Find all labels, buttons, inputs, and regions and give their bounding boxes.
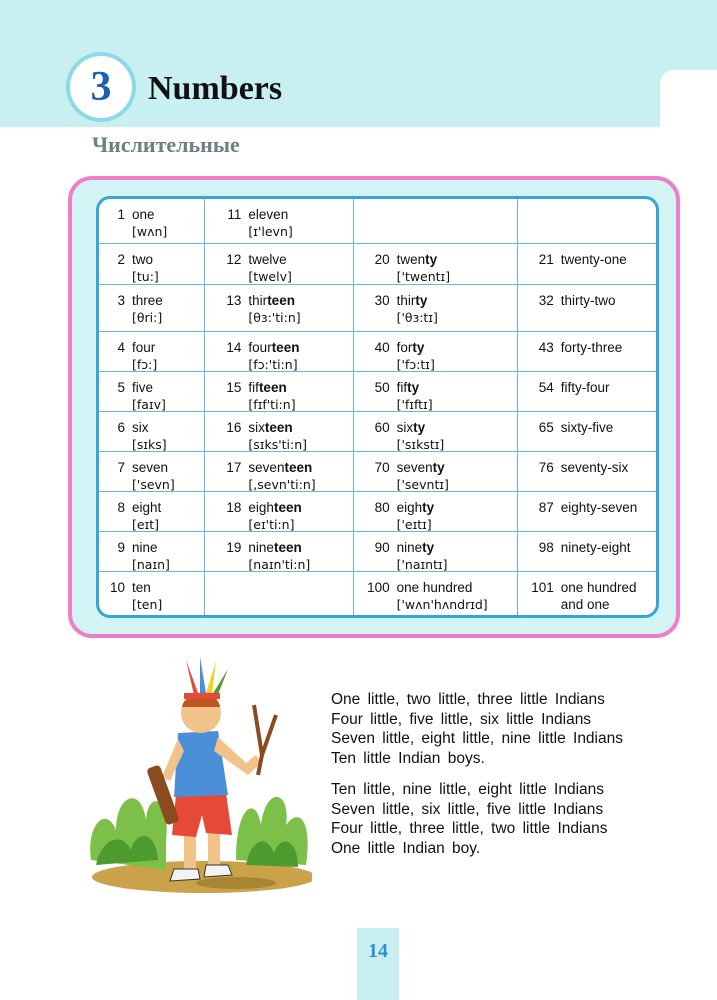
transcription: ['fɔ:tɪ] (396, 357, 435, 372)
number-word-suffix: teen (284, 460, 313, 475)
page-title: Numbers (148, 70, 283, 107)
table-cell (517, 572, 656, 619)
table-cell (517, 412, 656, 452)
number-word-suffix: ty (432, 460, 445, 475)
transcription: [fɔ:'ti:n] (248, 357, 298, 372)
transcription: ['θɜ:tɪ] (396, 310, 438, 325)
poem-line: Four little, three little, two little Indians (331, 820, 608, 837)
table-cell (353, 244, 517, 285)
number-word: twenty-one (560, 252, 627, 267)
page-number: 14 (368, 940, 388, 962)
number-word-stem: fif (248, 380, 259, 395)
transcription: ['sɪkstɪ] (396, 437, 445, 452)
table-cell (99, 532, 205, 572)
poem-line: One little Indian boy. (331, 839, 481, 857)
number-word (397, 380, 420, 395)
table-cell (205, 372, 353, 412)
number-word-suffix: teen (258, 380, 287, 395)
transcription: ['wʌn'hʌndrɪd] (396, 597, 488, 612)
poem (331, 690, 623, 870)
table-cell (99, 244, 205, 285)
number-word: fifty-four (560, 380, 610, 395)
number-word (397, 340, 425, 355)
number-word-stem: seven (248, 460, 285, 475)
number-word: two (132, 252, 154, 267)
number-word (248, 460, 312, 475)
number-digit: 13 (226, 293, 242, 308)
number-word-stem: eigh (248, 500, 274, 515)
number-word-suffix: ty (415, 293, 428, 308)
number-word: nine (132, 540, 158, 555)
number-digit: 15 (226, 380, 242, 395)
table-cell (99, 332, 205, 372)
table-cell (205, 492, 353, 532)
transcription: [twelv] (248, 269, 292, 284)
table-cell (99, 285, 205, 332)
table-cell (517, 452, 656, 492)
number-word-stem: twen (396, 252, 426, 267)
table-cell (353, 492, 517, 532)
number-digit: 17 (226, 460, 242, 475)
number-digit: 9 (117, 540, 125, 555)
table-cell (353, 372, 517, 412)
number-word-stem: nine (396, 540, 423, 555)
table-cell (99, 412, 205, 452)
transcription: [fɪf'ti:n] (248, 397, 296, 412)
poem-line: Seven little, eight little, nine little Indians (331, 730, 623, 747)
table-cell (353, 285, 517, 332)
table-cell (99, 199, 205, 244)
number-word (248, 340, 299, 355)
transcription: ['naɪntɪ] (396, 557, 448, 572)
number-word-suffix: teen (273, 540, 302, 555)
number-word: ninety-eight (560, 540, 631, 555)
number-word (397, 540, 435, 555)
table-cell (99, 492, 205, 532)
number-word-suffix: teen (267, 293, 295, 308)
number-digit: 101 (531, 580, 554, 595)
table-row (99, 492, 656, 532)
number-digit: 21 (538, 252, 554, 267)
number-word-stem: six (396, 420, 414, 435)
page-number-tab (357, 928, 399, 1000)
table-cell (99, 372, 205, 412)
number-word: six (132, 420, 149, 435)
number-word-stem: seven (396, 460, 433, 475)
transcription: [,sevn'ti:n] (248, 477, 316, 492)
table-cell (205, 199, 353, 244)
number-digit: 16 (226, 420, 242, 435)
table-cell (99, 572, 205, 619)
number-word: one (132, 207, 155, 222)
table-cell (353, 412, 517, 452)
number-word-suffix: ty (422, 500, 435, 515)
number-word: sixty-five (560, 420, 614, 435)
number-word: seventy-six (560, 460, 629, 475)
table-row (99, 285, 656, 332)
number-digit: 98 (538, 540, 554, 555)
number-word (248, 293, 295, 308)
table-cell (517, 492, 656, 532)
number-word-suffix: ty (412, 340, 425, 355)
poem-line: Four little, five little, six little Indians (331, 710, 592, 728)
transcription: [naɪn] (132, 557, 170, 572)
number-word-stem: thir (396, 293, 416, 308)
number-digit: 70 (374, 460, 390, 475)
table-row (99, 452, 656, 492)
table-cell (205, 285, 353, 332)
number-digit: 3 (117, 293, 125, 308)
number-digit: 54 (538, 380, 554, 395)
numbers-table-container (96, 196, 659, 618)
number-digit: 90 (374, 540, 390, 555)
page-subtitle: Числительные (92, 132, 240, 157)
table-cell (99, 452, 205, 492)
number-word-stem: for (396, 340, 413, 355)
table-row (99, 199, 656, 244)
table-row (99, 372, 656, 412)
number-digit: 20 (374, 252, 390, 267)
table-row (99, 332, 656, 372)
transcription: [fɔ:] (132, 357, 158, 372)
number-digit: 50 (374, 380, 390, 395)
transcription: [wʌn] (132, 224, 168, 239)
transcription: [θɜ:'ti:n] (248, 310, 301, 325)
number-digit: 11 (227, 207, 242, 222)
table-cell (517, 532, 656, 572)
number-word (397, 252, 438, 267)
transcription: ['sevntɪ] (396, 477, 449, 492)
number-word-suffix: ty (413, 420, 426, 435)
number-digit: 8 (117, 500, 125, 515)
number-word-stem: thir (248, 293, 268, 308)
table-row (99, 244, 656, 285)
number-word: four (132, 340, 156, 355)
number-word-stem: four (248, 340, 272, 355)
number-digit: 80 (374, 500, 390, 515)
transcription: [eɪt] (132, 517, 159, 532)
number-word: seven (132, 460, 169, 475)
table-cell (353, 199, 517, 244)
transcription: ['twentɪ] (396, 269, 451, 284)
number-word (248, 380, 286, 395)
boy-with-slingshot-illustration (86, 655, 312, 895)
number-word-suffix: teen (273, 500, 302, 515)
number-word: eight (132, 500, 162, 515)
table-cell (205, 332, 353, 372)
number-word (397, 460, 445, 475)
number-word (248, 540, 301, 555)
number-word (397, 500, 435, 515)
lesson-number: 3 (75, 61, 127, 113)
table-cell (353, 452, 517, 492)
number-digit: 65 (538, 420, 554, 435)
number-digit: 32 (538, 293, 554, 308)
table-cell (353, 572, 517, 619)
table-cell (205, 532, 353, 572)
table-cell (205, 244, 353, 285)
number-digit: 87 (538, 500, 554, 515)
number-word-suffix: ty (425, 252, 438, 267)
table-cell (205, 452, 353, 492)
number-digit: 76 (538, 460, 554, 475)
number-word: one hundred (560, 580, 637, 595)
number-digit: 43 (538, 340, 554, 355)
number-digit: 100 (367, 580, 390, 595)
table-cell (205, 412, 353, 452)
number-word: and one (560, 597, 610, 612)
poem-line: One little, two little, three little Indians (331, 691, 605, 708)
transcription: [tu:] (132, 269, 159, 284)
number-digit: 1 (117, 207, 125, 222)
number-digit: 40 (374, 340, 390, 355)
table-row (99, 532, 656, 572)
transcription: [sɪks'ti:n] (248, 437, 308, 452)
number-word-suffix: teen (271, 340, 300, 355)
number-word-stem: eigh (396, 500, 423, 515)
number-word (248, 420, 292, 435)
table-cell (517, 285, 656, 332)
number-word: ten (132, 580, 151, 595)
number-digit: 7 (117, 460, 125, 475)
table-cell (517, 244, 656, 285)
number-word-suffix: teen (264, 420, 293, 435)
number-digit: 10 (109, 580, 125, 595)
transcription: [sɪks] (132, 437, 167, 452)
numbers-table (99, 199, 656, 618)
number-digit: 6 (117, 420, 125, 435)
poem-line: Ten little Indian boys. (331, 749, 485, 767)
poem-stanza-1 (331, 690, 623, 768)
number-word: thirty-two (560, 293, 616, 308)
number-word-stem: fif (396, 380, 408, 395)
number-word: one hundred (396, 580, 473, 595)
table-cell (353, 532, 517, 572)
table-cell (517, 199, 656, 244)
number-word: eleven (248, 207, 289, 222)
number-word: forty-three (560, 340, 623, 355)
number-word-stem: nine (248, 540, 274, 555)
number-word-stem: six (248, 420, 265, 435)
transcription: [θri:] (132, 310, 163, 325)
number-digit: 19 (226, 540, 242, 555)
transcription: [faɪv] (132, 397, 166, 412)
table-cell (517, 332, 656, 372)
transcription: ['sevn] (132, 477, 175, 492)
number-word: eighty-seven (560, 500, 638, 515)
number-digit: 18 (226, 500, 242, 515)
lesson-number-badge (70, 56, 132, 118)
number-digit: 12 (226, 252, 242, 267)
transcription: ['fɪftɪ] (396, 397, 433, 412)
table-cell (517, 372, 656, 412)
number-digit: 30 (374, 293, 390, 308)
transcription: [eɪ'ti:n] (248, 517, 295, 532)
transcription: [naɪn'ti:n] (248, 557, 311, 572)
number-digit: 5 (117, 380, 125, 395)
number-word: five (132, 380, 154, 395)
transcription: [ɪ'levn] (248, 224, 293, 239)
poem-line: Seven little, six little, five little Indians (331, 800, 604, 818)
number-digit: 2 (117, 252, 125, 267)
table-cell (353, 332, 517, 372)
transcription: ['eɪtɪ] (396, 517, 432, 532)
number-word: three (132, 293, 163, 308)
number-digit: 60 (374, 420, 390, 435)
number-word: twelve (248, 252, 287, 267)
number-word (248, 500, 301, 515)
number-digit: 4 (117, 340, 125, 355)
header-corner (660, 70, 717, 140)
transcription: [ten] (132, 597, 163, 612)
number-digit: 14 (226, 340, 242, 355)
number-word-suffix: ty (407, 380, 420, 395)
table-cell (205, 572, 353, 619)
table-row (99, 412, 656, 452)
number-word-suffix: ty (422, 540, 435, 555)
table-row (99, 572, 656, 619)
number-word (397, 293, 428, 308)
number-word (397, 420, 426, 435)
poem-line: Ten little, nine little, eight little Indians (331, 781, 605, 798)
poem-stanza-2 (331, 780, 623, 858)
